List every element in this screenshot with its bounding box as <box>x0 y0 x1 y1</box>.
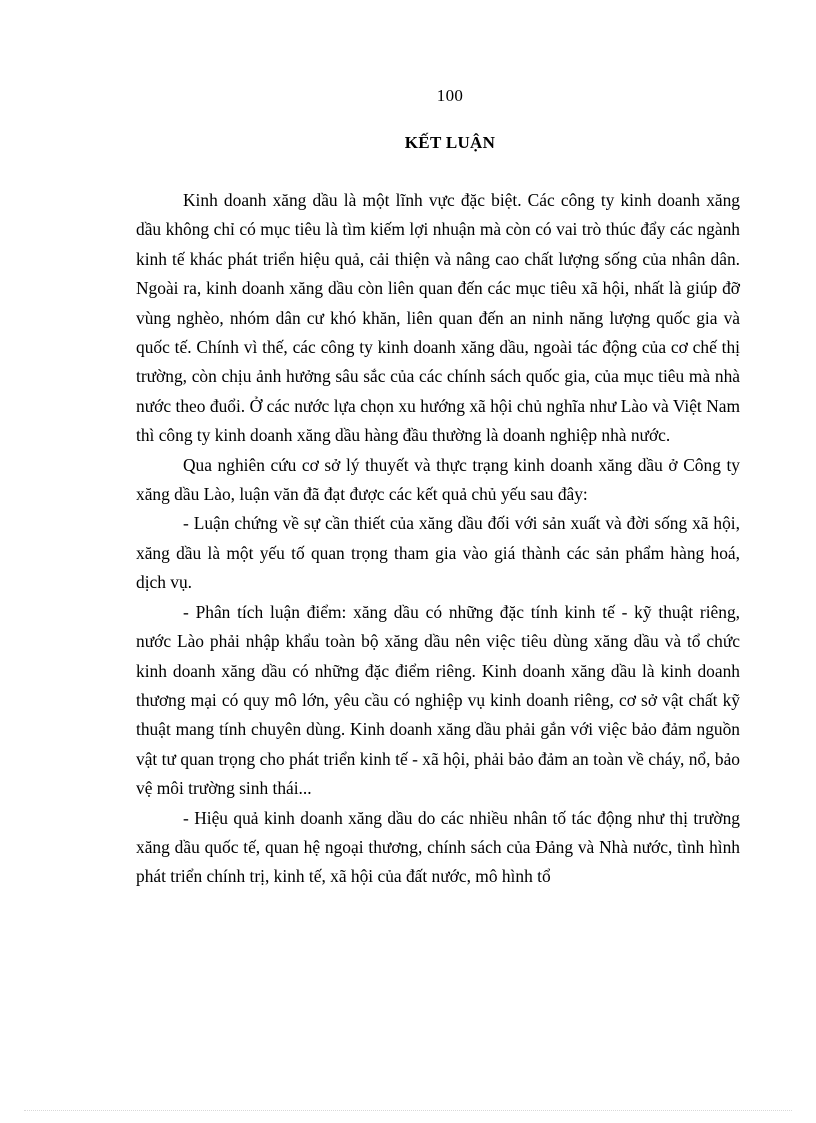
bullet-paragraph: - Luận chứng về sự cần thiết của xăng dầu đối với sản xuất và đời sống xã hội, xăng dầu là một yếu tố quan trọng tham gia vào giá thành các sản phẩm hàng hoá, dịch vụ. <box>136 513 740 593</box>
section-heading: KẾT LUẬN <box>404 133 496 152</box>
paragraph: Qua nghiên cứu cơ sở lý thuyết và thực trạng kinh doanh xăng dầu ở Công ty xăng dầu Lào, luận văn đã đạt được các kết quả chủ yếu sau đây: <box>136 454 740 505</box>
bullet-paragraph: - Phân tích luận điểm: xăng dầu có những đặc tính kinh tế - kỹ thuật riêng, nước Lào phải nhập khẩu toàn bộ xăng dầu nên việc tiêu dùng xăng dầu và tổ chức kinh doanh xăng dầu có những đặc điểm riêng. Kinh doanh xăng dầu là kinh doanh thương mại có quy mô lớn, yêu cầu có nghiệp vụ kinh doanh riêng, cơ sở vật chất kỹ thuật mang tính chuyên dùng. Kinh doanh xăng dầu phải gắn với việc bảo đảm nguồn vật tư quan trọng cho phát triển kinh tế - xã hội, phải bảo đảm an toàn về cháy, nổ, bảo vệ môi trường sinh thái... <box>136 601 740 799</box>
paragraph: Kinh doanh xăng dầu là một lĩnh vực đặc biệt. Các công ty kinh doanh xăng dầu không chỉ có mục tiêu là tìm kiếm lợi nhuận mà còn có vai trò thúc đẩy các ngành kinh tế khác phát triển hiệu quả, cải thiện và nâng cao chất lượng sống của nhân dân. Ngoài ra, kinh doanh xăng dầu còn liên quan đến các mục tiêu xã hội, nhất là giúp đỡ vùng nghèo, nhóm dân cư khó khăn, liên quan đến an ninh năng lượng quốc gia và quốc tế. Chính vì thế, các công ty kinh doanh xăng dầu, ngoài tác động của cơ chế thị trường, còn chịu ảnh hưởng sâu sắc của các chính sách quốc gia, của mục tiêu mà nhà nước theo đuổi. Ở các nước lựa chọn xu hướng xã hội chủ nghĩa như Lào và Việt Nam thì công ty kinh doanh xăng dầu hàng đầu thường là doanh nghiệp nhà nước. <box>136 190 740 446</box>
bullet-paragraph: - Hiệu quả kinh doanh xăng dầu do các nhiều nhân tố tác động như thị trường xăng dầu quốc tế, quan hệ ngoại thương, chính sách của Đảng và Nhà nước, tình hình phát triển chính trị, kinh tế, xã hội của đất nước, mô hình tổ <box>136 807 740 887</box>
page-bottom-rule <box>24 1110 792 1111</box>
page-number: 100 <box>436 86 464 105</box>
body-text <box>136 186 740 892</box>
